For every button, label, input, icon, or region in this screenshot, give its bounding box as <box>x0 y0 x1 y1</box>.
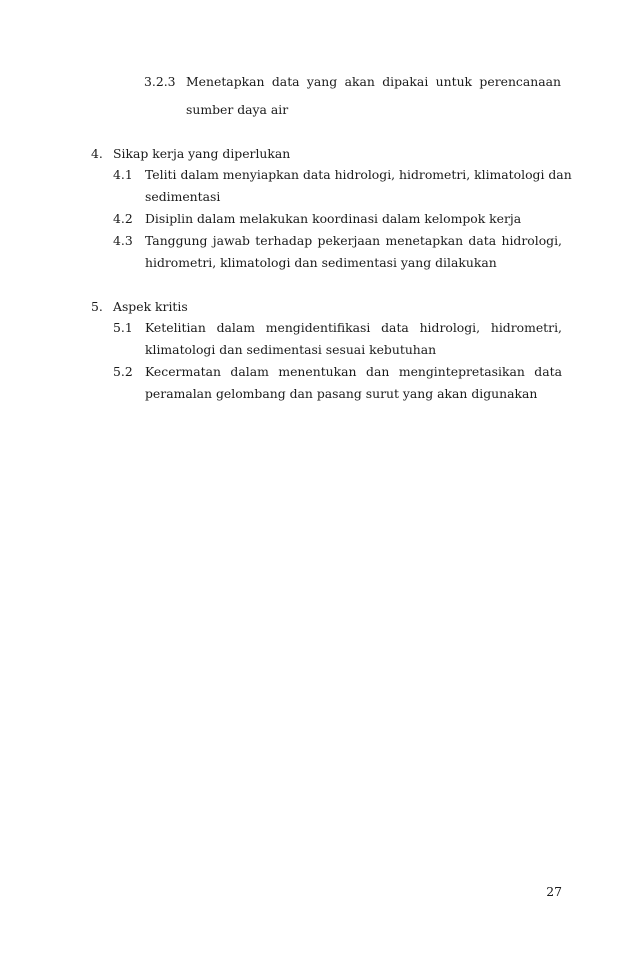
item-5-2-number: 5.2 <box>113 364 133 379</box>
item-3-2-3-line1: Menetapkan data yang akan dipakai untuk perencanaan <box>186 74 561 89</box>
item-4-1-line2: sedimentasi <box>145 189 221 204</box>
item-5-1-line2: klimatologi dan sedimentasi sesuai kebutuhan <box>145 342 437 357</box>
item-4-2-line1: Disiplin dalam melakukan koordinasi dalam kelompok kerja <box>145 211 522 226</box>
section-5-number: 5. <box>91 299 103 314</box>
item-4-3-line1: Tanggung jawab terhadap pekerjaan menetapkan data hidrologi, <box>145 233 562 248</box>
item-4-3-line2: hidrometri, klimatologi dan sedimentasi yang dilakukan <box>145 255 497 270</box>
section-5-title: Aspek kritis <box>113 299 188 314</box>
item-5-2-line2: peramalan gelombang dan pasang surut yang akan digunakan <box>145 386 538 401</box>
section-4-title: Sikap kerja yang diperlukan <box>113 146 291 161</box>
item-4-3-number: 4.3 <box>113 233 133 248</box>
item-5-2-line1: Kecermatan dalam menentukan dan mengintepretasikan data <box>145 364 562 379</box>
item-4-1-number: 4.1 <box>113 167 133 182</box>
item-5-1-line1: Ketelitian dalam mengidentifikasi data hidrologi, hidrometri, <box>145 320 562 335</box>
page-number: 27 <box>546 884 562 899</box>
item-4-2-number: 4.2 <box>113 211 133 226</box>
item-3-2-3-number: 3.2.3 <box>144 74 176 89</box>
section-4-number: 4. <box>91 146 103 161</box>
item-4-1-line1: Teliti dalam menyiapkan data hidrologi, hidrometri, klimatologi dan <box>145 167 572 182</box>
item-3-2-3-line2: sumber daya air <box>186 102 289 117</box>
item-5-1-number: 5.1 <box>113 320 133 335</box>
